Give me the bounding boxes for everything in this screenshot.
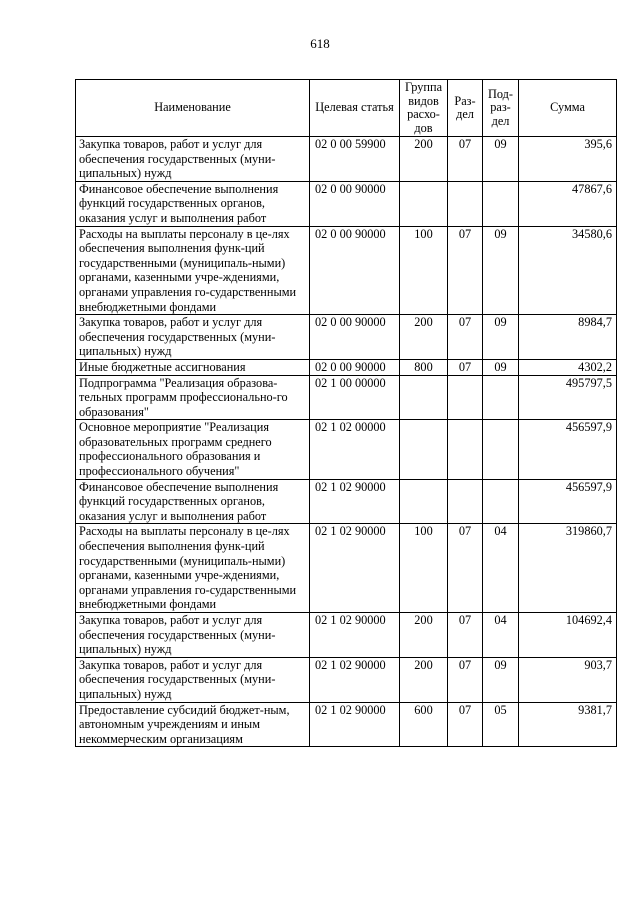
row-subsection-cell (483, 479, 519, 524)
row-expense-group-cell (400, 420, 448, 479)
row-target-article-cell: 02 0 00 90000 (310, 181, 400, 226)
row-subsection-cell (483, 420, 519, 479)
row-expense-group-cell: 200 (400, 657, 448, 702)
row-section-cell (448, 375, 483, 420)
row-amount-cell: 8984,7 (519, 315, 617, 360)
row-amount-cell: 104692,4 (519, 613, 617, 658)
row-expense-group-cell (400, 181, 448, 226)
table-row (76, 420, 617, 479)
table-row (76, 315, 617, 360)
page-number: 618 (310, 36, 330, 51)
row-subsection-cell (483, 375, 519, 420)
header-target-article: Целевая статья (310, 80, 400, 137)
row-name-cell: Предоставление субсидий бюджет-ным, автономным учреждениям и иным некоммерческим организациям (76, 702, 310, 747)
row-subsection-cell: 04 (483, 524, 519, 613)
header-amount: Сумма (519, 80, 617, 137)
row-subsection-cell: 09 (483, 359, 519, 375)
row-target-article-cell: 02 1 02 90000 (310, 657, 400, 702)
row-expense-group-cell: 200 (400, 613, 448, 658)
row-section-cell: 07 (448, 359, 483, 375)
table-header-row (76, 80, 617, 137)
row-amount-cell: 495797,5 (519, 375, 617, 420)
row-subsection-cell: 09 (483, 226, 519, 315)
row-subsection-cell: 04 (483, 613, 519, 658)
row-amount-cell: 319860,7 (519, 524, 617, 613)
row-target-article-cell: 02 1 00 00000 (310, 375, 400, 420)
table-row (76, 359, 617, 375)
row-target-article-cell: 02 0 00 90000 (310, 315, 400, 360)
budget-table (75, 79, 617, 747)
row-subsection-cell: 05 (483, 702, 519, 747)
header-name: Наименование (76, 80, 310, 137)
row-target-article-cell: 02 0 00 59900 (310, 137, 400, 182)
row-section-cell (448, 420, 483, 479)
table-row (76, 375, 617, 420)
row-section-cell: 07 (448, 226, 483, 315)
row-name-cell: Финансовое обеспечение выполнения функций государственных органов, оказания услуг и выполнения работ (76, 181, 310, 226)
table-row (76, 613, 617, 658)
row-section-cell: 07 (448, 137, 483, 182)
row-section-cell: 07 (448, 524, 483, 613)
row-target-article-cell: 02 1 02 90000 (310, 524, 400, 613)
row-section-cell: 07 (448, 702, 483, 747)
row-name-cell: Закупка товаров, работ и услуг для обеспечения государственных (муни-ципальных) нужд (76, 657, 310, 702)
row-name-cell: Закупка товаров, работ и услуг для обеспечения государственных (муни-ципальных) нужд (76, 315, 310, 360)
row-name-cell: Основное мероприятие "Реализация образовательных программ среднего профессионального образования и профессионального обучения" (76, 420, 310, 479)
row-target-article-cell: 02 0 00 90000 (310, 359, 400, 375)
table-row (76, 524, 617, 613)
row-name-cell: Расходы на выплаты персоналу в це-лях обеспечения выполнения функ-ций государственными (муниципаль-ными) органами, казенными учре-ждениями, органами управления го-сударственными внебюджетными фондами (76, 524, 310, 613)
row-expense-group-cell: 600 (400, 702, 448, 747)
row-name-cell: Подпрограмма "Реализация образова-тельных программ профессионально-го образования" (76, 375, 310, 420)
row-target-article-cell: 02 0 00 90000 (310, 226, 400, 315)
row-amount-cell: 395,6 (519, 137, 617, 182)
row-section-cell: 07 (448, 657, 483, 702)
row-name-cell: Закупка товаров, работ и услуг для обеспечения государственных (муни-ципальных) нужд (76, 137, 310, 182)
row-expense-group-cell: 100 (400, 524, 448, 613)
row-subsection-cell: 09 (483, 137, 519, 182)
row-section-cell: 07 (448, 613, 483, 658)
row-section-cell: 07 (448, 315, 483, 360)
row-expense-group-cell: 200 (400, 315, 448, 360)
row-section-cell (448, 479, 483, 524)
row-name-cell: Закупка товаров, работ и услуг для обеспечения государственных (муни-ципальных) нужд (76, 613, 310, 658)
row-amount-cell: 4302,2 (519, 359, 617, 375)
row-target-article-cell: 02 1 02 90000 (310, 479, 400, 524)
table-row (76, 137, 617, 182)
header-expense-group: Группа видов расхо-дов (400, 80, 448, 137)
row-section-cell (448, 181, 483, 226)
table-body (76, 137, 617, 747)
row-subsection-cell (483, 181, 519, 226)
row-name-cell: Финансовое обеспечение выполнения функций государственных органов, оказания услуг и выполнения работ (76, 479, 310, 524)
row-amount-cell: 34580,6 (519, 226, 617, 315)
row-expense-group-cell (400, 479, 448, 524)
row-amount-cell: 456597,9 (519, 479, 617, 524)
row-target-article-cell: 02 1 02 90000 (310, 702, 400, 747)
row-expense-group-cell (400, 375, 448, 420)
row-expense-group-cell: 800 (400, 359, 448, 375)
table-row (76, 657, 617, 702)
row-name-cell: Иные бюджетные ассигнования (76, 359, 310, 375)
header-subsection: Под-раз-дел (483, 80, 519, 137)
row-target-article-cell: 02 1 02 00000 (310, 420, 400, 479)
table-row (76, 479, 617, 524)
row-expense-group-cell: 200 (400, 137, 448, 182)
header-section: Раз-дел (448, 80, 483, 137)
table-row (76, 181, 617, 226)
table-row (76, 702, 617, 747)
row-amount-cell: 9381,7 (519, 702, 617, 747)
row-amount-cell: 903,7 (519, 657, 617, 702)
row-expense-group-cell: 100 (400, 226, 448, 315)
row-subsection-cell: 09 (483, 315, 519, 360)
row-amount-cell: 456597,9 (519, 420, 617, 479)
row-target-article-cell: 02 1 02 90000 (310, 613, 400, 658)
row-name-cell: Расходы на выплаты персоналу в це-лях обеспечения выполнения функ-ций государственными (муниципаль-ными) органами, казенными учре-ждениями, органами управления го-сударственными внебюджетными фондами (76, 226, 310, 315)
row-subsection-cell: 09 (483, 657, 519, 702)
table-row (76, 226, 617, 315)
row-amount-cell: 47867,6 (519, 181, 617, 226)
